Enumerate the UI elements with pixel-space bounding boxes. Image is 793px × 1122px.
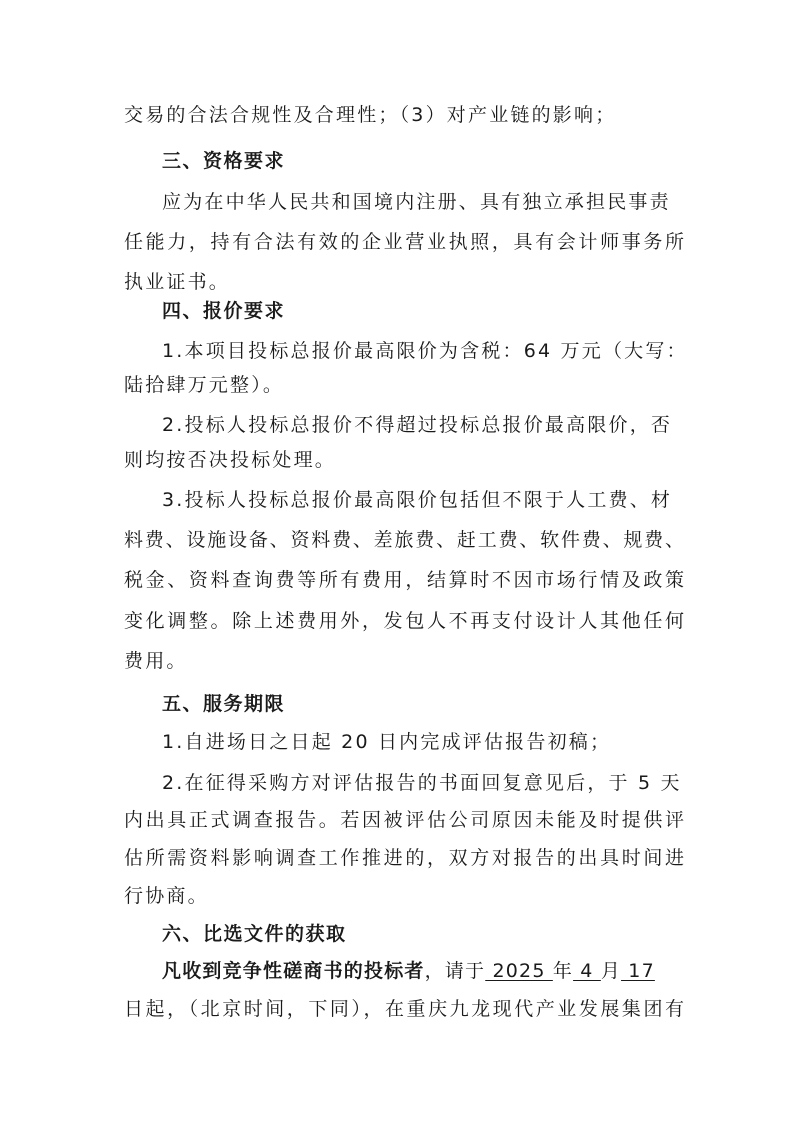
paragraph-line: 内出具正式调查报告。若因被评估公司原因未能及时提供评: [124, 809, 684, 831]
paragraph-line: 2.在征得采购方对评估报告的书面回复意见后，于 5 天: [162, 772, 682, 794]
month-unit: 月: [600, 960, 622, 982]
section-heading-qualification: 三、资格要求: [162, 150, 286, 172]
paragraph-line: 任能力，持有合法有效的企业营业执照，具有会计师事务所: [124, 231, 684, 253]
paragraph-line: 执业证书。: [124, 271, 231, 293]
paragraph-line: 1.自进场日之日起 20 日内完成评估报告初稿；: [162, 731, 612, 753]
paragraph-line: 估所需资料影响调查工作推进的，双方对报告的出具时间进: [124, 847, 684, 869]
paragraph-line: 2.投标人投标总报价不得超过投标总报价最高限价，否: [162, 414, 673, 436]
paragraph-line: 行协商。: [124, 885, 209, 907]
section-heading-document-acquisition: 六、比选文件的获取: [162, 923, 347, 945]
day-value: 17: [621, 960, 655, 982]
paragraph-line: 1.本项目投标总报价最高限价为含税：64 万元（大写：: [162, 340, 688, 362]
paragraph-line: 3.投标人投标总报价最高限价包括但不限于人工费、材: [162, 489, 673, 511]
section-heading-quotation: 四、报价要求: [162, 300, 286, 322]
paragraph-line: 应为在中华人民共和国境内注册、具有独立承担民事责: [162, 191, 671, 213]
paragraph-line: 日起，（北京时间，下同），在重庆九龙现代产业发展集团有: [124, 998, 684, 1020]
paragraph-line-date: [162, 958, 684, 984]
year-unit: 年: [552, 960, 574, 982]
year-value: 2025: [485, 960, 553, 982]
paragraph-line: 交易的合法合规性及合理性；（3）对产业链的影响；: [124, 104, 617, 126]
paragraph-line: 陆拾肆万元整）。: [124, 374, 285, 396]
paragraph-line: 费用。: [124, 650, 188, 672]
paragraph-line: 税金、资料查询费等所有费用，结算时不因市场行情及政策: [124, 569, 684, 591]
paragraph-line: 变化调整。除上述费用外，发包人不再支付设计人其他任何: [124, 610, 684, 632]
bold-recipient-text: 凡收到竞争性磋商书的投标者: [162, 960, 425, 982]
section-heading-service-period: 五、服务期限: [162, 693, 286, 715]
paragraph-line: 则均按否决投标处理。: [124, 449, 337, 471]
paragraph-line: 料费、设施设备、资料费、差旅费、赶工费、软件费、规费、: [124, 529, 684, 551]
month-value: 4: [573, 960, 601, 982]
request-text: ，请于: [424, 960, 486, 982]
